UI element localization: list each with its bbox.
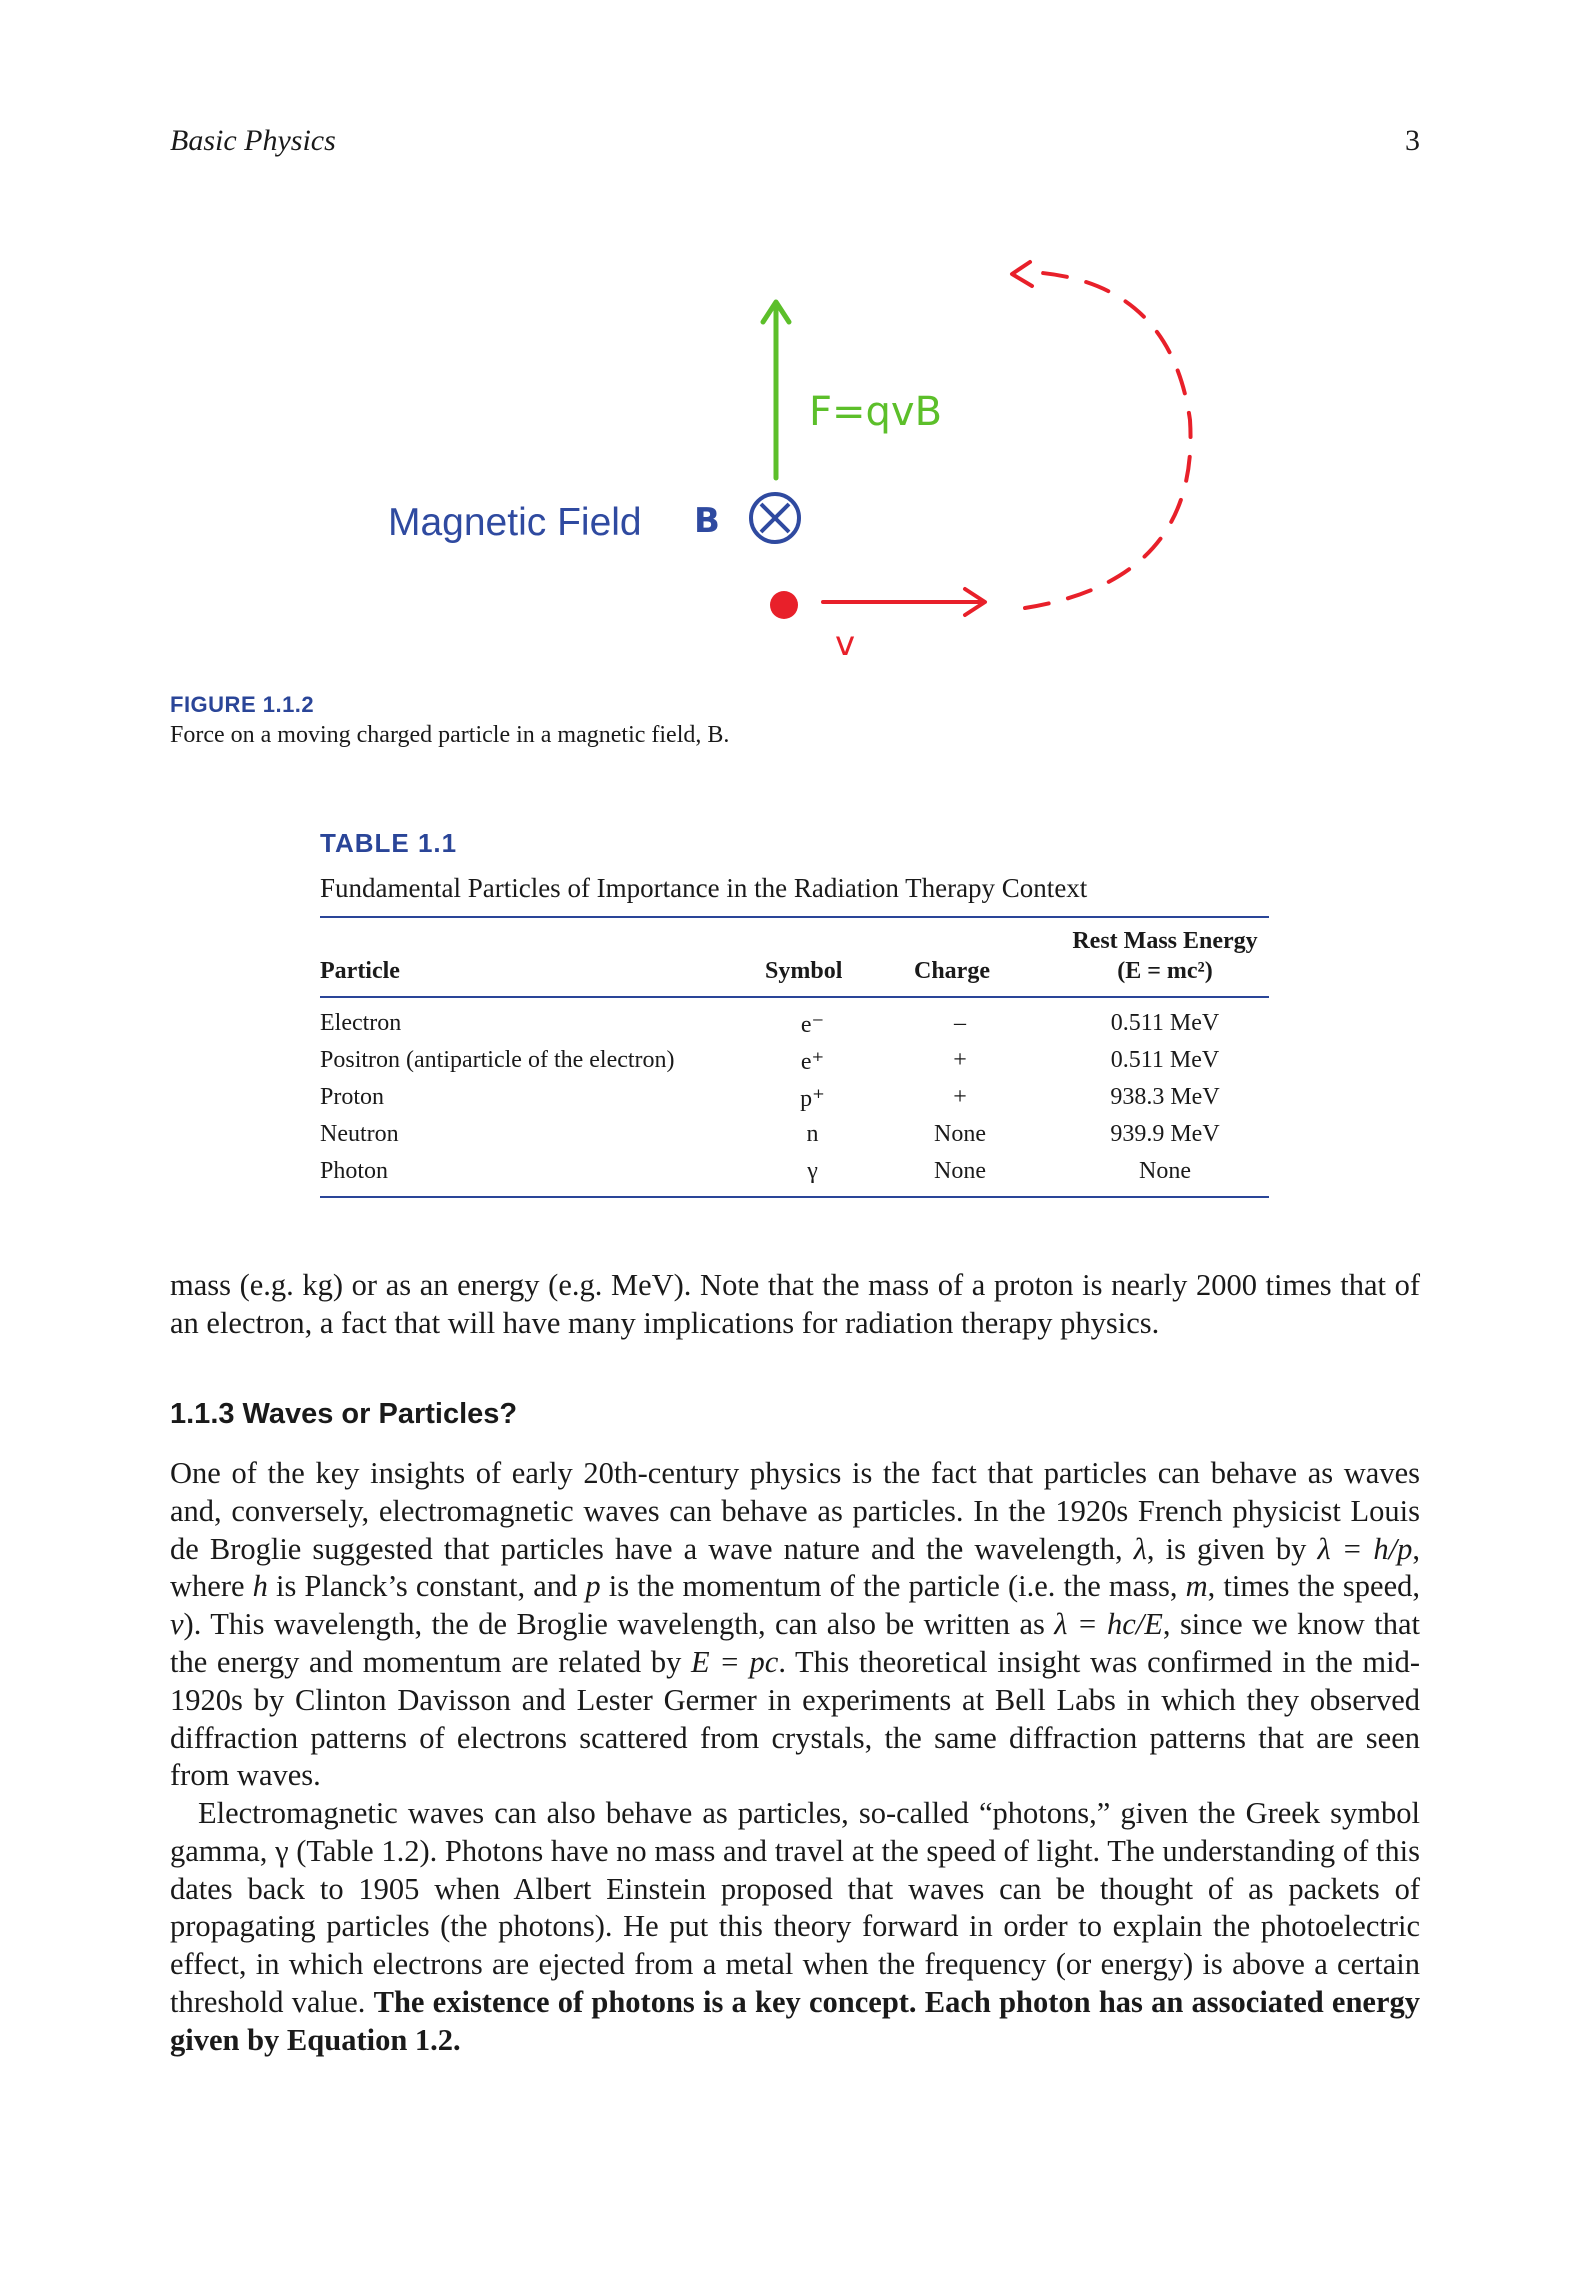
cell-particle: Photon bbox=[320, 1158, 389, 1184]
table-bottom-rule bbox=[320, 1196, 1269, 1198]
section-heading: 1.1.3 Waves or Particles? bbox=[170, 1398, 518, 1430]
cell-particle: Neutron bbox=[320, 1121, 399, 1147]
running-head: Basic Physics bbox=[170, 124, 336, 157]
cell-energy: 938.3 MeV bbox=[1110, 1084, 1220, 1110]
cell-energy: None bbox=[1139, 1158, 1191, 1184]
cell-charge: None bbox=[934, 1121, 986, 1147]
figure-magnetic-force bbox=[0, 0, 1593, 680]
cell-energy: 939.9 MeV bbox=[1110, 1121, 1220, 1147]
cell-charge: + bbox=[953, 1047, 967, 1073]
figure-label: FIGURE 1.1.2 bbox=[170, 692, 315, 717]
charged-particle bbox=[770, 591, 798, 619]
cell-charge: + bbox=[953, 1084, 967, 1110]
header-charge: Charge bbox=[914, 958, 990, 984]
b-field-into-page-icon bbox=[751, 494, 799, 542]
paragraph-photons: Electromagnetic waves can also behave as particles, so-called “photons,” given the Greek symbol gamma, γ (Table 1.2). Photons have no mass and travel at the speed of light. The understanding of this dates back to 1905 when Albert Einstein proposed that waves can be thought of as packets of propagating particles (the photons). He put this theory forward in order to explain the photoelectric effect, in which electrons are ejected from a metal when the frequency (or energy) is above a certain threshold value. The existence of photons is a key concept. Each photon has an associated energy given by Equation 1.2. bbox=[170, 1796, 1421, 2057]
header-symbol: Symbol bbox=[765, 958, 843, 984]
table-top-rule bbox=[320, 916, 1269, 918]
cell-symbol: n bbox=[806, 1121, 819, 1147]
cell-symbol: e⁻ bbox=[800, 1012, 825, 1038]
cell-energy: 0.511 MeV bbox=[1110, 1047, 1220, 1073]
cell-energy: 0.511 MeV bbox=[1110, 1010, 1220, 1036]
magnetic-field-label: Magnetic Field bbox=[388, 501, 642, 544]
paragraph-de-broglie: One of the key insights of early 20th-century physics is the fact that particles can behave as waves and, conversely, electromagnetic waves can behave as particles. In the 1920s French physicist Louis de Broglie suggested that particles have a wave nature and the wavelength, λ, is given by λ = h/p, where h is Planck’s constant, and p is the momentum of the particle (i.e. the mass, m, times the speed, v). This wavelength, the de Broglie wavelength, can also be written as λ = hc/E, since we know that the energy and momentum are related by E = pc. This theoretical insight was confirmed in the mid-1920s by Clinton Davisson and Lester Germer in experiments at Bell Labs in which they observed diffraction patterns of electrons scattered from crystals, the same diffraction patterns that are seen from waves. bbox=[170, 1456, 1421, 1793]
header-energy-line1: Rest Mass Energy bbox=[1072, 928, 1258, 954]
trajectory-arrowhead bbox=[1012, 262, 1032, 286]
table-header-rule bbox=[320, 996, 1269, 998]
cell-symbol: e⁺ bbox=[800, 1049, 825, 1075]
cell-particle: Electron bbox=[320, 1010, 402, 1036]
force-label: F=qvB bbox=[809, 389, 943, 435]
cell-particle: Positron (antiparticle of the electron) bbox=[320, 1047, 675, 1073]
trajectory-path bbox=[1025, 272, 1191, 608]
header-particle: Particle bbox=[320, 958, 400, 984]
table-caption: Fundamental Particles of Importance in the Radiation Therapy Context bbox=[320, 873, 1088, 903]
intro-paragraph: mass (e.g. kg) or as an energy (e.g. MeV). Note that the mass of a proton is nearly 2000 times that of an electron, a fact that will have many implications for radiation therapy physics. bbox=[170, 1268, 1420, 1340]
cell-symbol: γ bbox=[807, 1158, 818, 1184]
figure-caption: Force on a moving charged particle in a magnetic field, B. bbox=[170, 722, 730, 748]
page-number: 3 bbox=[1405, 124, 1420, 157]
cell-particle: Proton bbox=[320, 1084, 385, 1110]
cell-symbol: p⁺ bbox=[800, 1086, 825, 1112]
velocity-label: v bbox=[835, 624, 856, 664]
cell-charge: None bbox=[934, 1158, 986, 1184]
field-symbol: B bbox=[694, 501, 720, 541]
header-energy-line2: (E = mc²) bbox=[1117, 958, 1213, 984]
table-label: TABLE 1.1 bbox=[320, 828, 458, 858]
cell-charge: – bbox=[954, 1010, 966, 1036]
